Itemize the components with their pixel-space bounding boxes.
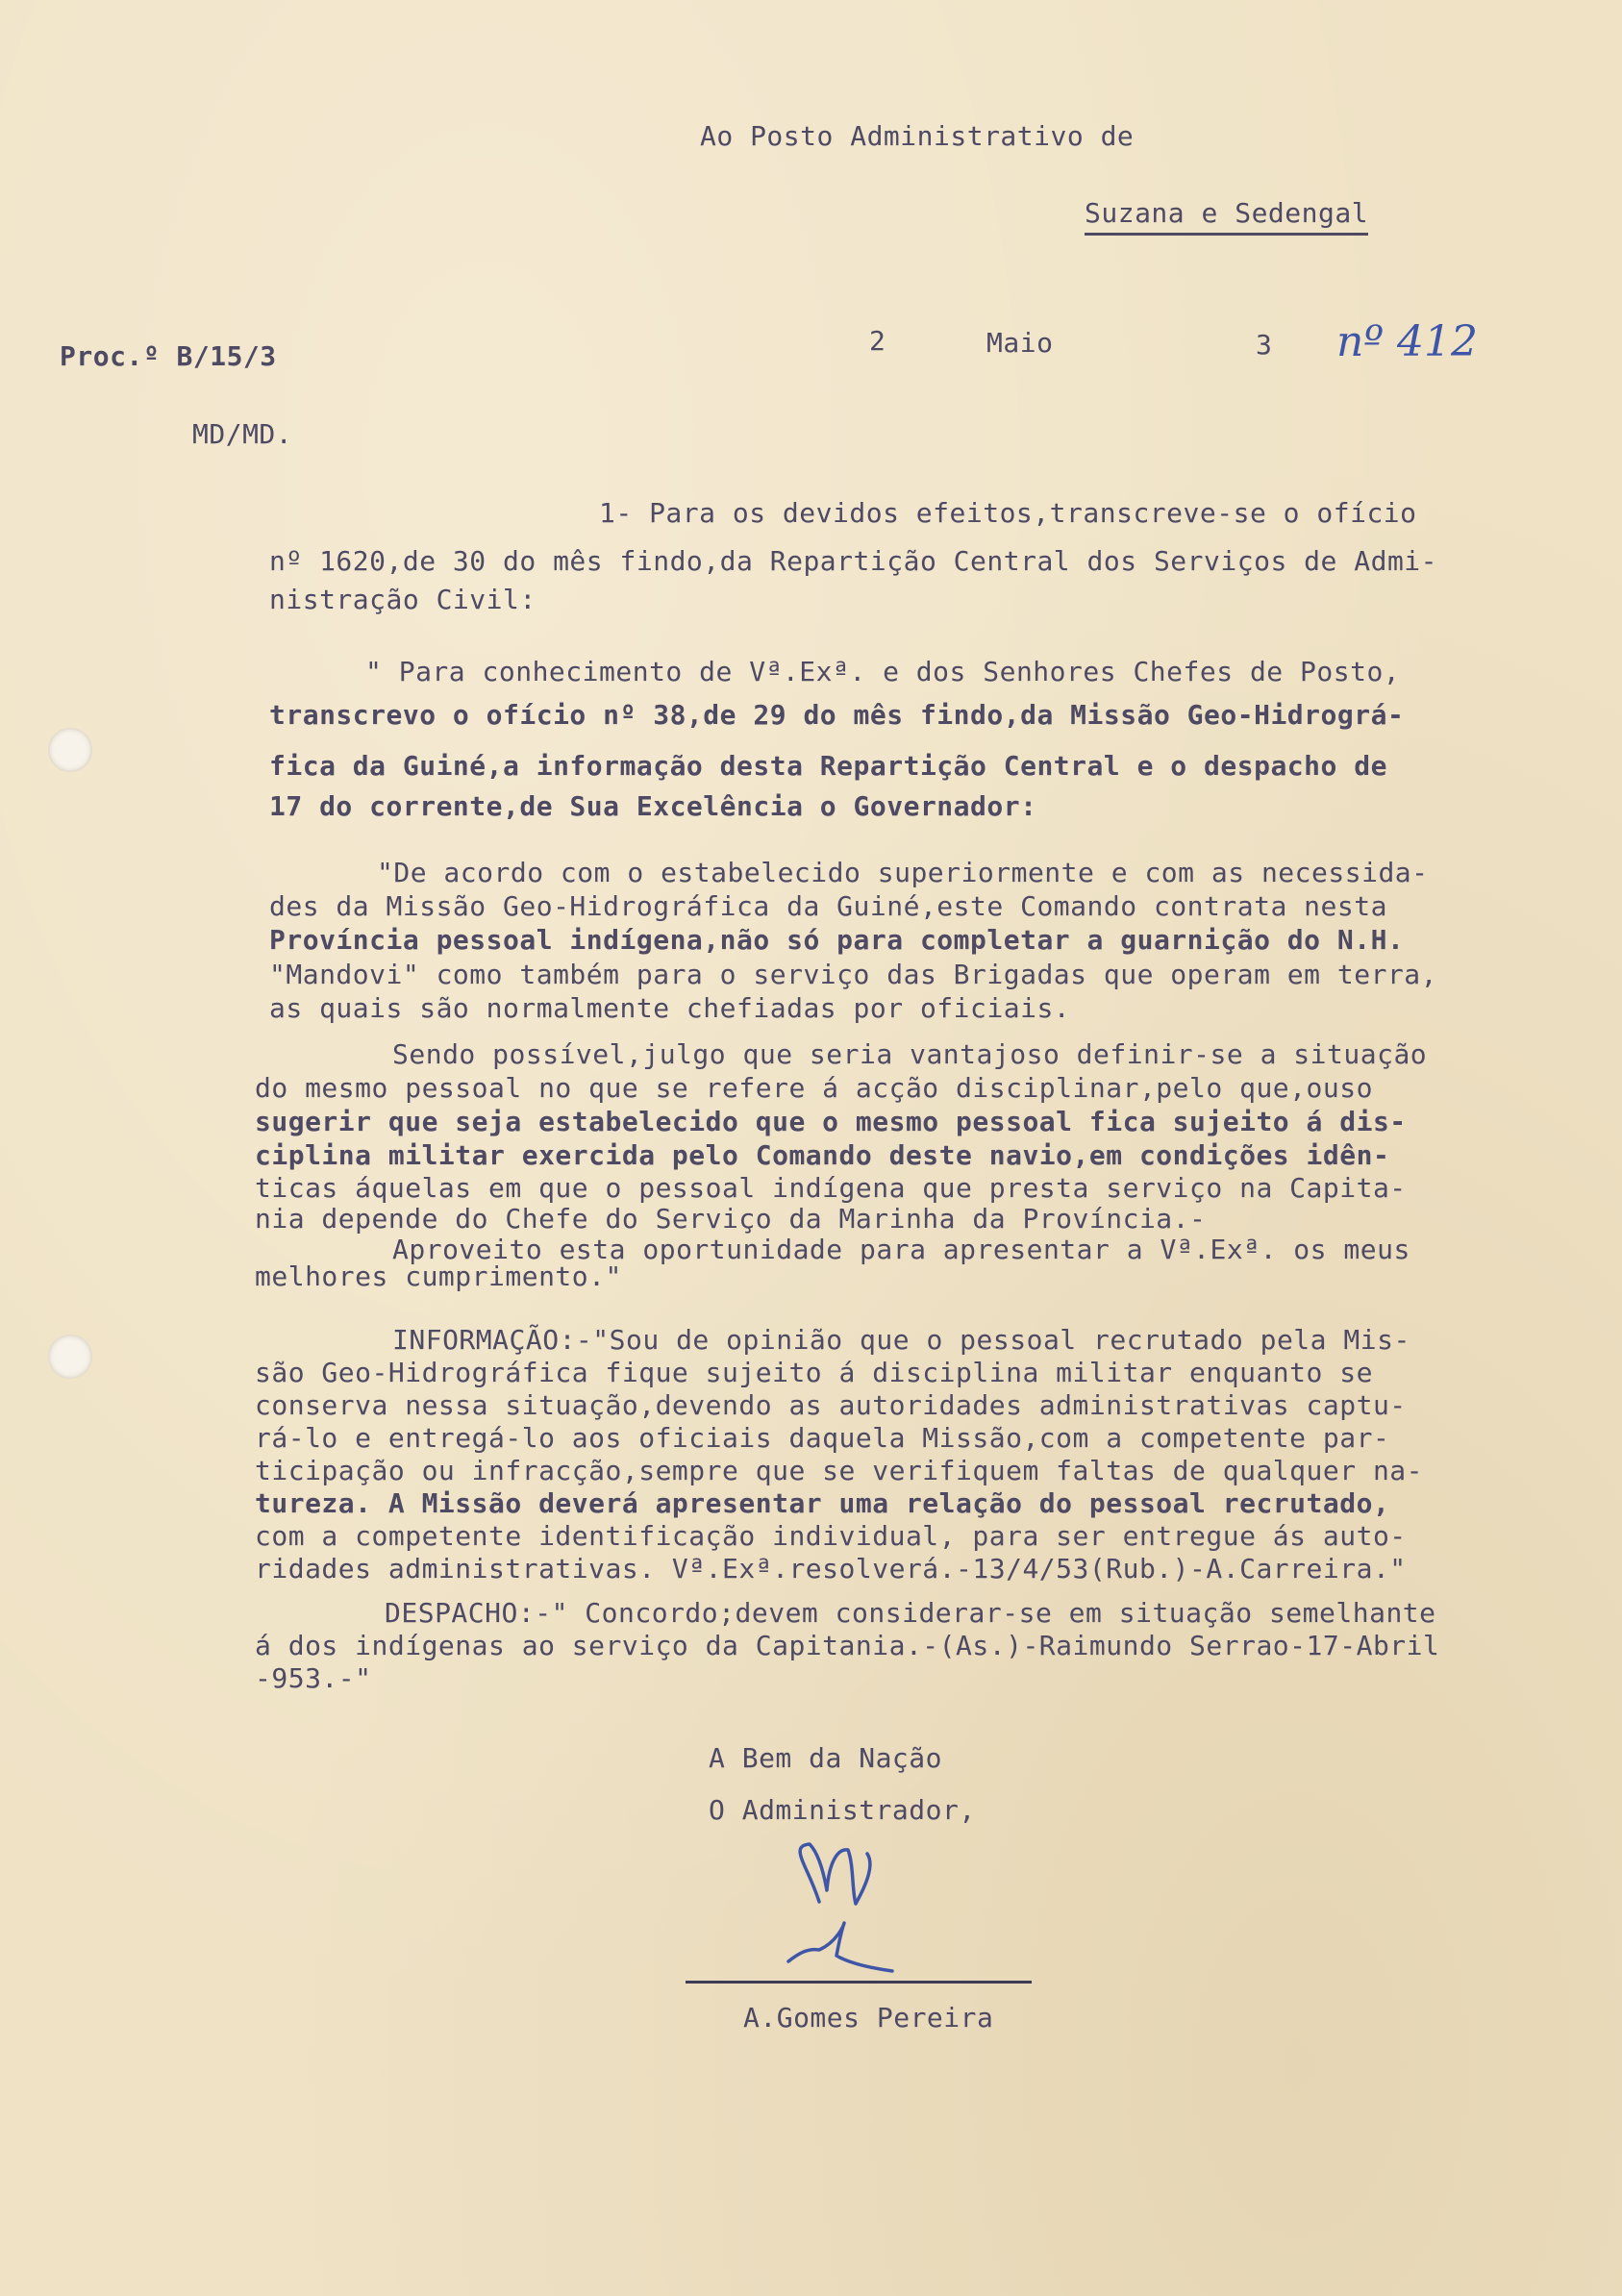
punch-hole-top bbox=[48, 728, 92, 772]
para3-line5: as quais são normalmente chefiadas por oficiais. bbox=[269, 992, 1071, 1024]
para5-line1: INFORMAÇÃO:-"Sou de opinião que o pessoal recrutado pela Mis- bbox=[392, 1324, 1410, 1356]
date-day: 2 bbox=[869, 325, 886, 357]
para4-line7: Aproveito esta oportunidade para apresentar a Vª.Exª. os meus bbox=[392, 1234, 1410, 1265]
para4-line3: sugerir que seja estabelecido que o mesmo pessoal fica sujeito á dis- bbox=[255, 1106, 1407, 1137]
para4-line2: do mesmo pessoal no que se refere á acção disciplinar,pelo que,ouso bbox=[255, 1072, 1373, 1104]
recipient-line2: Suzana e Sedengal bbox=[1085, 200, 1368, 236]
para5-line3: conserva nessa situação,devendo as autoridades administrativas captu- bbox=[255, 1389, 1407, 1421]
para4-line6: nia depende do Chefe do Serviço da Marinha da Província.- bbox=[255, 1203, 1207, 1235]
para6-line1: DESPACHO:-" Concordo;devem considerar-se em situação semelhante bbox=[385, 1597, 1436, 1629]
para3-line4: "Mandovi" como também para o serviço das Brigadas que operam em terra, bbox=[269, 959, 1438, 990]
para4-line1: Sendo possível,julgo que seria vantajoso definir-se a situação bbox=[392, 1038, 1428, 1070]
para1-line3: nistração Civil: bbox=[269, 584, 537, 615]
para2-line2: transcrevo o ofício nº 38,de 29 do mês findo,da Missão Geo-Hidrográ- bbox=[269, 699, 1405, 731]
para4-line8: melhores cumprimento." bbox=[255, 1260, 622, 1292]
handwritten-number: nº 412 bbox=[1336, 317, 1478, 366]
para5-line5: ticipação ou infracção,sempre que se verifiquem faltas de qualquer na- bbox=[255, 1455, 1424, 1486]
para5-line6: tureza. A Missão deverá apresentar uma relação do pessoal recrutado, bbox=[255, 1487, 1390, 1519]
recipient-line1: Ao Posto Administrativo de bbox=[700, 120, 1135, 152]
closing-line2: O Administrador, bbox=[709, 1794, 976, 1826]
para6-line3: -953.-" bbox=[255, 1662, 372, 1694]
para3-line3: Província pessoal indígena,não só para completar a guarnição do N.H. bbox=[269, 924, 1405, 956]
process-number: Proc.º B/15/3 bbox=[60, 340, 277, 372]
signatory-name: A.Gomes Pereira bbox=[743, 2002, 994, 2034]
date-year: 3 bbox=[1256, 329, 1273, 361]
para1-line1: 1- Para os devidos efeitos,transcreve-se o ofício bbox=[599, 497, 1417, 529]
para3-line1: "De acordo com o estabelecido superiormente e com as necessida- bbox=[377, 857, 1429, 888]
closing-line1: A Bem da Nação bbox=[709, 1742, 943, 1774]
para5-line7: com a competente identificação individual, para ser entregue ás auto- bbox=[255, 1520, 1407, 1552]
para5-line8: ridades administrativas. Vª.Exª.resolverá.-13/4/53(Rub.)-A.Carreira." bbox=[255, 1553, 1407, 1585]
para4-line4: ciplina militar exercida pelo Comando deste navio,em condições idên- bbox=[255, 1139, 1390, 1171]
signature-line bbox=[686, 1981, 1032, 1984]
para5-line2: são Geo-Hidrográfica fique sujeito á disciplina militar enquanto se bbox=[255, 1357, 1373, 1388]
para2-line3: fica da Guiné,a informação desta Repartição Central e o despacho de bbox=[269, 750, 1387, 782]
initials: MD/MD. bbox=[192, 418, 293, 450]
para4-line5: ticas áquelas em que o pessoal indígena que presta serviço na Capita- bbox=[255, 1172, 1407, 1204]
para3-line2: des da Missão Geo-Hidrográfica da Guiné,este Comando contrata nesta bbox=[269, 890, 1387, 922]
para5-line4: rá-lo e entregá-lo aos oficiais daquela Missão,com a competente par- bbox=[255, 1422, 1390, 1454]
para2-line1: " Para conhecimento de Vª.Exª. e dos Senhores Chefes de Posto, bbox=[365, 656, 1401, 687]
para2-line4: 17 do corrente,de Sua Excelência o Governador: bbox=[269, 790, 1037, 822]
handwritten-signature bbox=[731, 1827, 942, 1990]
date-month: Maio bbox=[986, 327, 1054, 359]
para1-line2: nº 1620,de 30 do mês findo,da Repartição Central dos Serviços de Admi- bbox=[269, 545, 1438, 577]
para6-line2: á dos indígenas ao serviço da Capitania.-(As.)-Raimundo Serrao-17-Abril bbox=[255, 1630, 1440, 1661]
punch-hole-bottom bbox=[48, 1335, 92, 1379]
